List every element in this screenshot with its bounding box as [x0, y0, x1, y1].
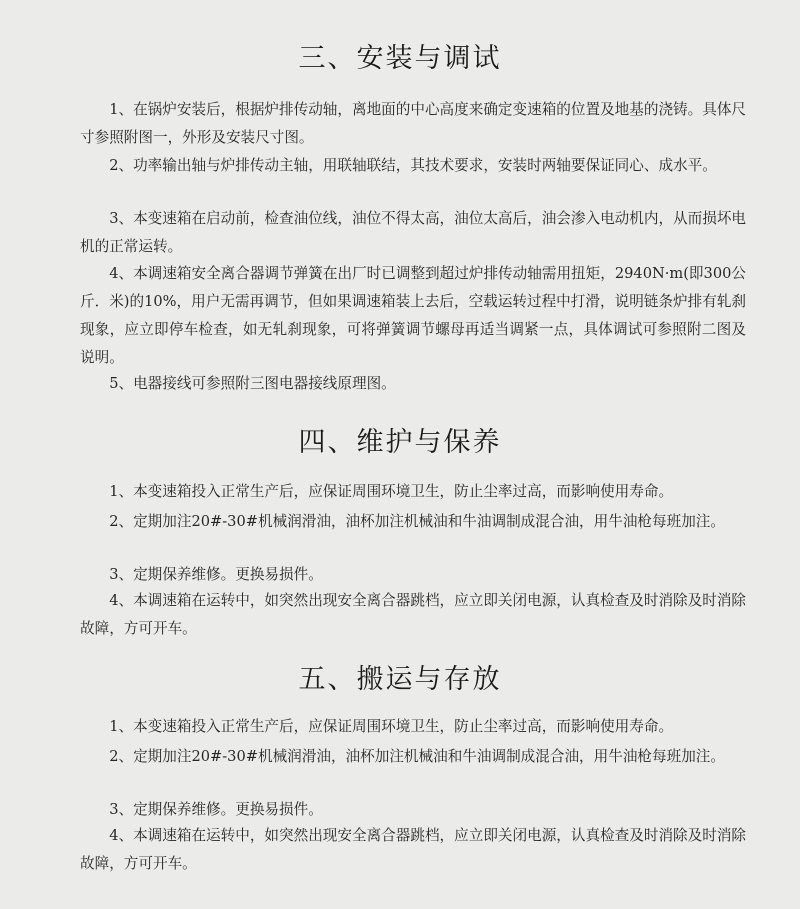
paragraph: 1、本变速箱投入正常生产后，应保证周围环境卫生，防止尘率过高，而影响使用寿命。: [109, 718, 674, 735]
paragraph: 1、在锅炉安装后，根据炉排传动轴，离地面的中心高度来确定变速箱的位置及地基的浇铸。具体尺寸参照附图一，外形及安装尺寸图。: [80, 101, 747, 146]
paragraph: 5、电器接线可参照附三图电器接线原理图。: [109, 375, 396, 392]
paragraph: 3、定期保养维修。更换易损件。: [109, 801, 323, 818]
section-title-maintenance: 四、维护与保养: [298, 427, 502, 458]
paragraph: 2、功率输出轴与炉排传动主轴，用联轴联结，其技术要求，安装时两轴要保证同心、成水平。: [109, 157, 717, 174]
paragraph: 1、本变速箱投入正常生产后，应保证周围环境卫生，防止尘率过高，而影响使用寿命。: [109, 483, 674, 500]
paragraph: 3、本变速箱在启动前，检查油位线，油位不得太高，油位太高后，油会渗入电动机内，从而损坏电机的正常运转。: [80, 210, 747, 255]
paragraph: 4、本调速箱安全离合器调节弹簧在出厂时已调整到超过炉排传动轴需用扭矩，2940N·m(即300公斤．米)的10%，用户无需再调节，但如果调速箱装上去后，空载运转过程中打滑，说明链条炉排有轧刹现象，应立即停车检查，如无轧刹现象，可将弹簧调节螺母再适当调紧一点，具体调试可参照附二图及说明。: [80, 265, 746, 366]
paragraph: 2、定期加注20#-30#机械润滑油，油杯加注机械油和牛油调制成混合油，用牛油枪每班加注。: [109, 748, 725, 765]
paragraph: 4、本调速箱在运转中，如突然出现安全离合器跳档，应立即关闭电源，认真检查及时消除及时消除故障，方可开车。: [80, 827, 747, 872]
paragraph: 3、定期保养维修。更换易损件。: [109, 566, 323, 583]
paragraph: 4、本调速箱在运转中，如突然出现安全离合器跳档，应立即关闭电源，认真检查及时消除及时消除故障，方可开车。: [80, 592, 747, 637]
section-title-transport-storage: 五、搬运与存放: [298, 664, 502, 695]
paragraph: 2、定期加注20#-30#机械润滑油，油杯加注机械油和牛油调制成混合油，用牛油枪每班加注。: [109, 513, 725, 530]
section-title-installation: 三、安装与调试: [298, 43, 502, 74]
